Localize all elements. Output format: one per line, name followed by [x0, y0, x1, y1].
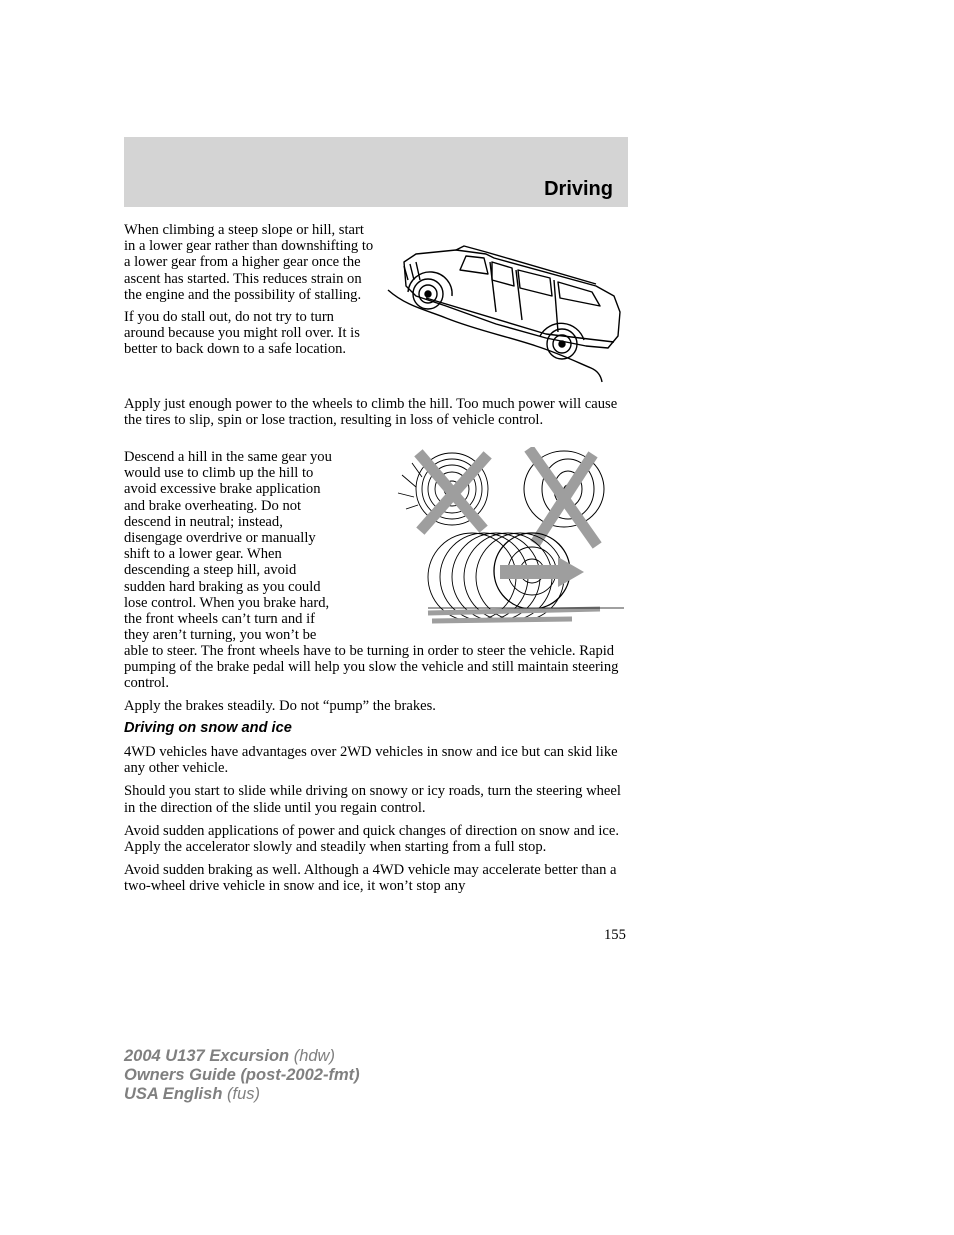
p4-line: disengage overdrive or manually: [124, 530, 316, 547]
p4-line: lose control. When you brake hard,: [124, 594, 330, 611]
paragraph-2: If you do stall out, do not try to turn around because you might roll over. It is better to back down to a safe location.: [124, 309, 360, 358]
wheel-braking-illustration: [392, 447, 626, 633]
paragraph-9: Avoid sudden braking as well. Although a 4WD vehicle may accelerate better than a two-wheel drive vehicle in snow and ice, it won’t stop any: [124, 862, 617, 895]
paragraph-4-continued: [124, 643, 630, 714]
section-title: Driving: [544, 178, 613, 200]
footer-line-3: USA English (fus): [124, 1085, 260, 1103]
p4-line: descending a steep hill, avoid: [124, 562, 297, 579]
p4-line: shift to a lower gear. When: [124, 546, 282, 563]
footer-line-1: 2004 U137 Excursion (hdw): [124, 1047, 335, 1065]
paragraph-1: When climbing a steep slope or hill, start in a lower gear rather than downshifting to a lower gear from a higher gear once the ascent has started. This reduces strain on the engine and the possibility of stalling.: [124, 222, 374, 303]
footer-line-2: Owners Guide (post-2002-fmt): [124, 1066, 360, 1084]
paragraph-6: 4WD vehicles have advantages over 2WD vehicles in snow and ice but can skid like any other vehicle.: [124, 744, 618, 777]
p4-line: descend in neutral; instead,: [124, 513, 283, 530]
paragraph-8: Avoid sudden applications of power and quick changes of direction on snow and ice. Apply the accelerator slowly and steadily when starting from a full stop.: [124, 822, 619, 856]
paragraph-5: Apply the brakes steadily. Do not “pump” the brakes.: [124, 697, 436, 714]
paragraph-4-rest: able to steer. The front wheels have to be turning in order to steer the vehicle. Rapid pumping of the brake pedal will help you slow the vehicle and still maintain steering control.: [124, 643, 619, 692]
paragraph-climbing: [124, 222, 376, 358]
paragraph-3-container: [124, 396, 630, 428]
p4-line: sudden hard braking as you could: [124, 578, 321, 595]
suv-climbing-hill-illustration: [386, 240, 626, 388]
paragraph-4-wrapped-lines: [124, 449, 386, 643]
snow-ice-paragraphs: [124, 744, 630, 895]
paragraph-7: Should you start to slide while driving on snowy or icy roads, turn the steering wheel in the direction of the slide until you regain control.: [124, 783, 621, 816]
p4-line: Descend a hill in the same gear you: [124, 449, 332, 465]
subheading-snow-ice: Driving on snow and ice: [124, 720, 292, 736]
paragraph-3: Apply just enough power to the wheels to climb the hill. Too much power will cause the tires to slip, spin or lose traction, resulting in loss of vehicle control.: [124, 396, 618, 429]
p4-line: the front wheels can’t turn and if: [124, 611, 316, 628]
document-footer: [124, 1047, 360, 1104]
p4-line: they aren’t turning, you won’t be: [124, 627, 317, 644]
section-header-band: [124, 137, 628, 207]
page-number: 155: [604, 927, 626, 943]
p4-line: and brake overheating. Do not: [124, 497, 302, 514]
p4-line: avoid excessive brake application: [124, 481, 321, 498]
p4-line: would use to climb up the hill to: [124, 465, 314, 482]
